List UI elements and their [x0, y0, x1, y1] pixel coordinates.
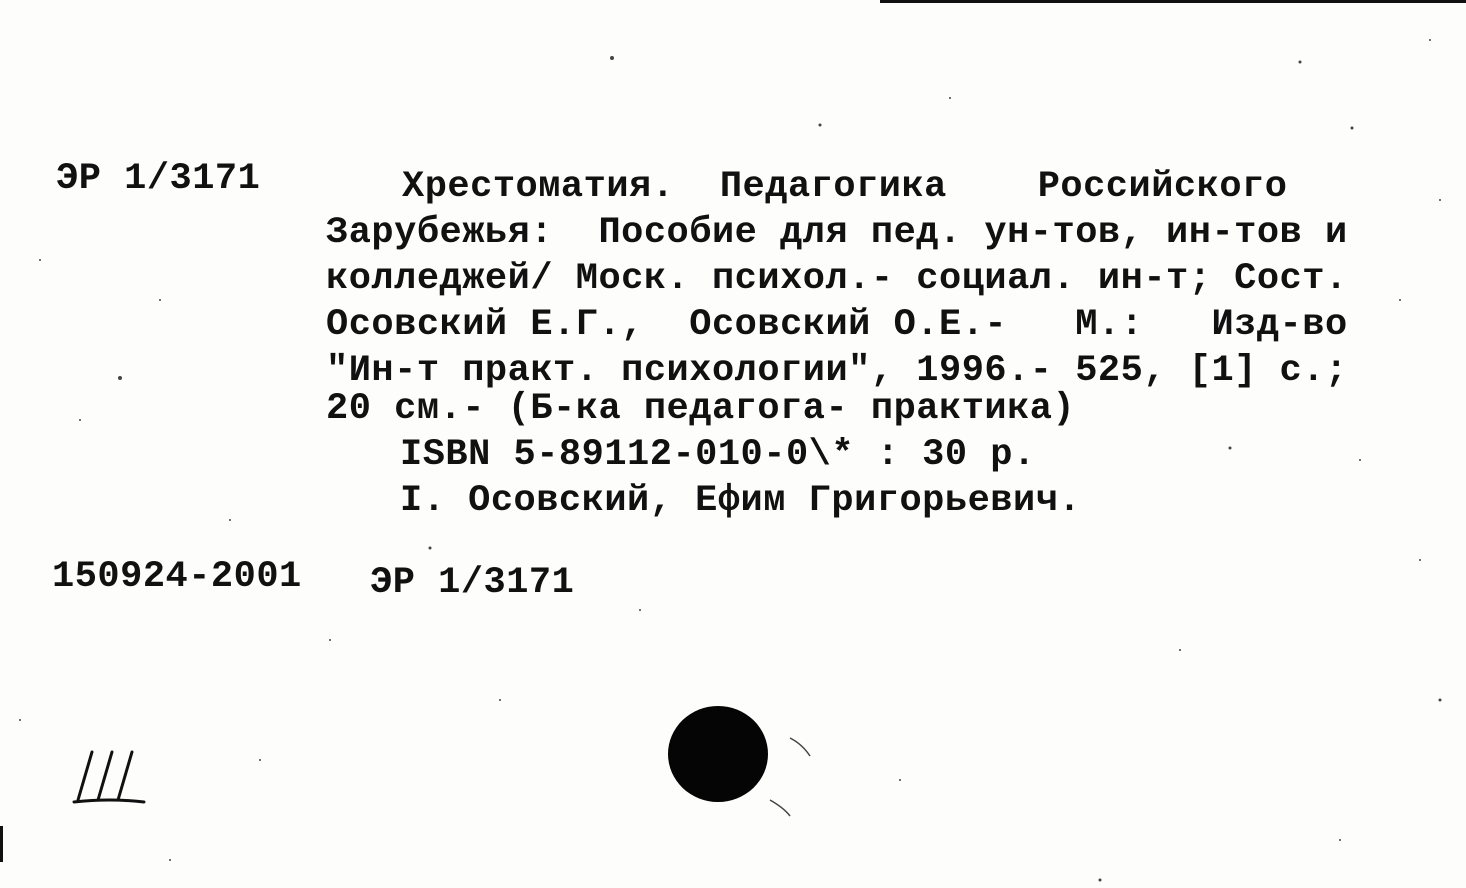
left-edge-line [0, 826, 3, 862]
handwritten-mark [70, 738, 160, 818]
description-line-1: Хрестоматия. Педагогика Российского [402, 166, 1288, 208]
top-edge-line [880, 0, 1466, 3]
isbn-line: ISBN 5-89112-010-0\* : 30 р. [400, 434, 1036, 476]
description-line-2: Зарубежья: Пособие для пед. ун-тов, ин-тов и [326, 212, 1348, 254]
description-line-3: колледжей/ Моск. психол.- социал. ин-т; Сост. [326, 258, 1348, 300]
description-line-5: "Ин-т практ. психологии", 1996.- 525, [1] с.; [326, 350, 1348, 392]
record-number: 150924-2001 [52, 556, 302, 598]
description-line-6: 20 см.- (Б-ка педагога- практика) [326, 388, 1076, 430]
punch-hole [668, 706, 768, 802]
shelfmark-top: ЭР 1/3171 [56, 158, 261, 200]
shelfmark-bottom: ЭР 1/3171 [370, 562, 575, 604]
description-line-4: Осовский Е.Г., Осовский О.Е.- М.: Изд-во [326, 304, 1348, 346]
author-line: I. Осовский, Ефим Григорьевич. [400, 480, 1082, 522]
